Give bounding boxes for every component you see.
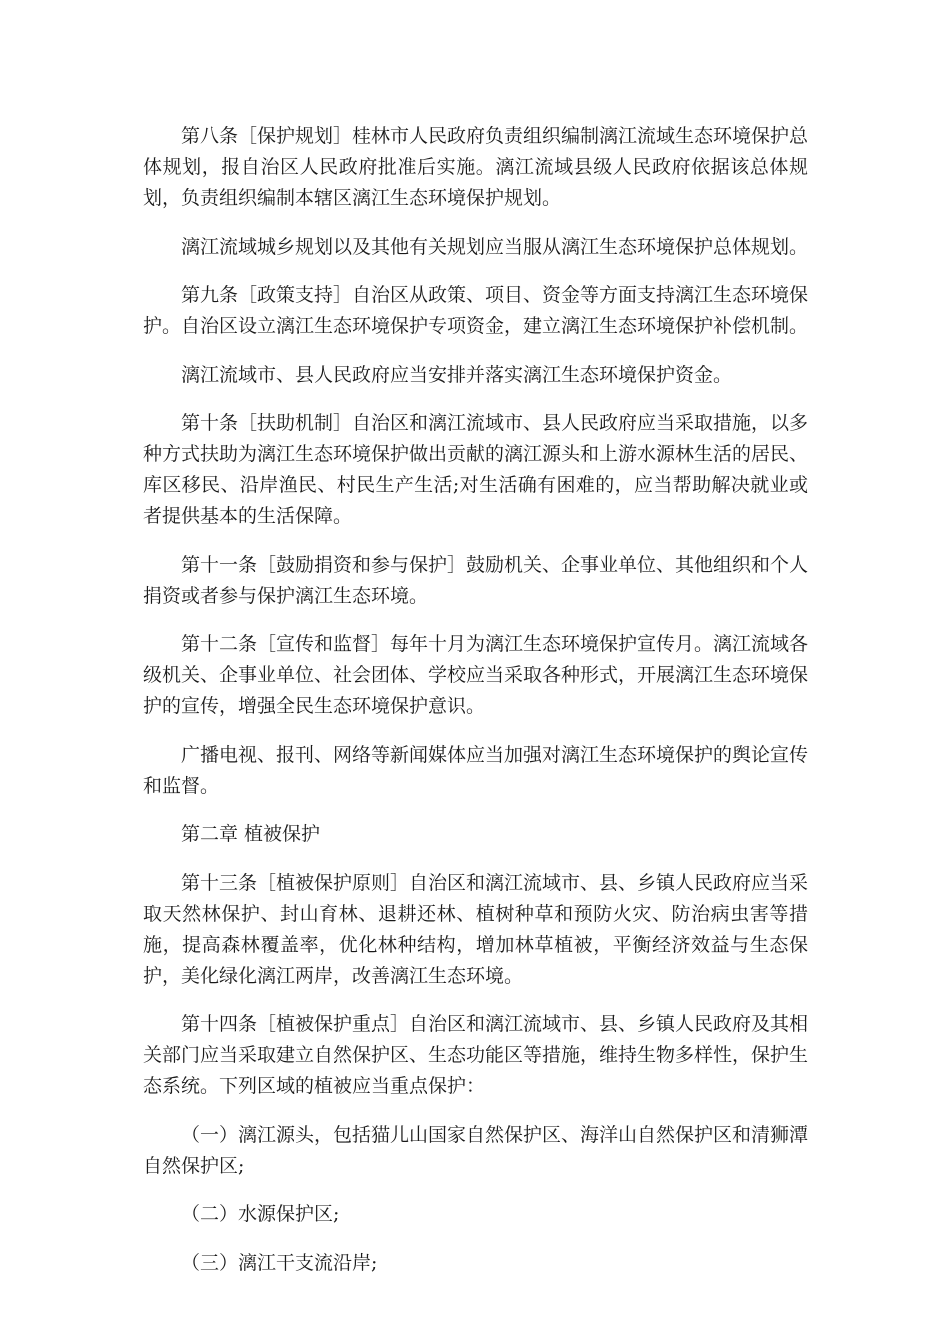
article-12-paragraph: 第十二条［宣传和监督］每年十月为漓江生态环境保护宣传月。漓江流域各级机关、企事业单位、社会团体、学校应当采取各种形式，开展漓江生态环境保护的宣传，增强全民生态环境保护意识。 <box>143 633 809 717</box>
article-12-paragraph-2: 广播电视、报刊、网络等新闻媒体应当加强对漓江生态环境保护的舆论宣传和监督。 <box>143 743 809 797</box>
article-8-paragraph-2: 漓江流域城乡规划以及其他有关规划应当服从漓江生态环境保护总体规划。 <box>181 235 809 258</box>
article-10-paragraph: 第十条［扶助机制］自治区和漓江流域市、县人民政府应当采取措施，以多种方式扶助为漓江生态环境保护做出贡献的漓江源头和上游水源林生活的居民、库区移民、沿岸渔民、村民生产生活;对生活确有困难的，应当帮助解决就业或者提供基本的生活保障。 <box>143 412 809 527</box>
document-body <box>143 121 808 1296</box>
list-item: （二）水源保护区; <box>181 1203 340 1225</box>
article-8-paragraph: 第八条［保护规划］桂林市人民政府负责组织编制漓江流域生态环境保护总体规划，报自治区人民政府批准后实施。漓江流域县级人民政府依据该总体规划，负责组织编制本辖区漓江生态环境保护规划。 <box>143 125 809 209</box>
article-9-paragraph: 第九条［政策支持］自治区从政策、项目、资金等方面支持漓江生态环境保护。自治区设立漓江生态环境保护专项资金，建立漓江生态环境保护补偿机制。 <box>143 284 809 337</box>
article-11-paragraph: 第十一条［鼓励捐资和参与保护］鼓励机关、企事业单位、其他组织和个人捐资或者参与保护漓江生态环境。 <box>143 553 809 607</box>
chapter-heading: 第二章 植被保护 <box>181 823 321 845</box>
list-item: （一）漓江源头，包括猫儿山国家自然保护区、海洋山自然保护区和清狮潭自然保护区; <box>143 1123 809 1177</box>
article-9-paragraph-2: 漓江流域市、县人民政府应当安排并落实漓江生态环境保护资金。 <box>181 363 733 386</box>
list-item: （三）漓江干支流沿岸; <box>181 1251 378 1274</box>
article-14-paragraph: 第十四条［植被保护重点］自治区和漓江流域市、县、乡镇人民政府及其相关部门应当采取建立自然保护区、生态功能区等措施，维持生物多样性，保护生态系统。下列区域的植被应当重点保护： <box>143 1013 809 1097</box>
article-13-paragraph: 第十三条［植被保护原则］自治区和漓江流域市、县、乡镇人民政府应当采取天然林保护、封山育林、退耕还林、植树种草和预防火灾、防治病虫害等措施，提高森林覆盖率，优化林种结构，增加林草植被，平衡经济效益与生态保护，美化绿化漓江两岸，改善漓江生态环境。 <box>143 871 809 987</box>
